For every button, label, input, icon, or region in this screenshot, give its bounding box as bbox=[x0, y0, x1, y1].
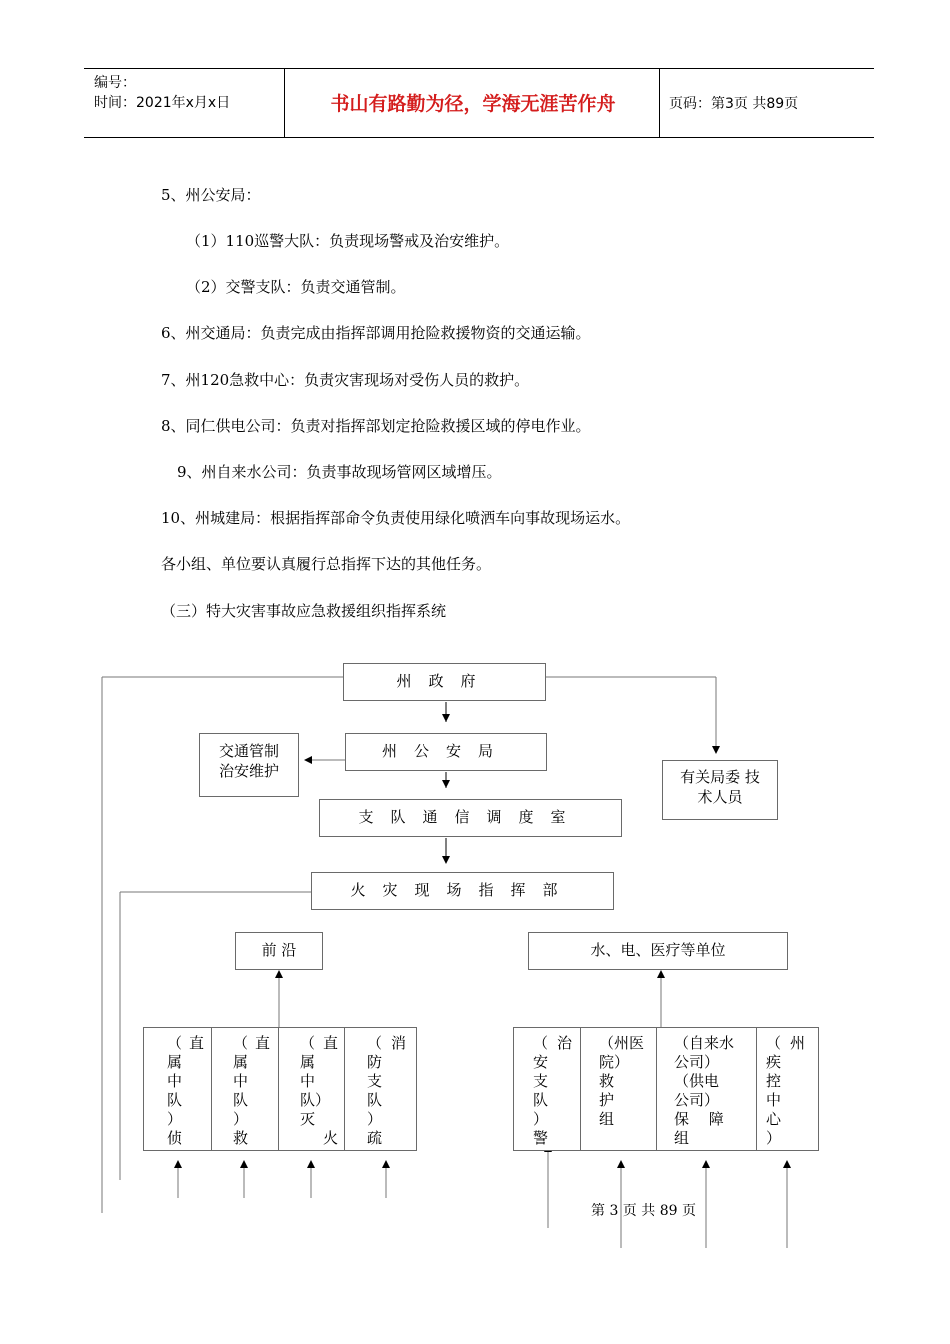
body-line: （2）交警支队：负责交通管制。 bbox=[186, 278, 406, 296]
number-label: 编号： bbox=[94, 75, 136, 91]
section-heading: （三）特大灾害事故应急救援组织指挥系统 bbox=[161, 602, 447, 620]
body-line: 5、州公安局： bbox=[161, 186, 261, 204]
utility-unit-4: （ 疾 控 中 心 ） bbox=[766, 1034, 782, 1147]
utility-unit-3: （自来水 公司） （供电 公司） 保 障 组 bbox=[674, 1034, 735, 1147]
utility-unit-2: （州医 院） 救 护 组 bbox=[599, 1034, 645, 1128]
bureau-box: 有关局委 技 术人员 bbox=[662, 760, 778, 820]
front-unit-3-col2: 直 bbox=[323, 1034, 339, 1052]
body-line: 8、同仁供电公司：负责对指挥部划定抢险救援区域的停电作业。 bbox=[161, 417, 591, 435]
front-unit-3: （ 属 中 队） 灭 bbox=[300, 1034, 331, 1128]
front-unit-1-col2: 直 bbox=[189, 1034, 205, 1052]
front-unit-4-col2: 消 bbox=[391, 1034, 407, 1052]
front-unit-2: （ 属 中 队 ） 救 bbox=[233, 1034, 249, 1147]
page-label: 页码：第3页 共89页 bbox=[669, 96, 799, 112]
utility-unit-1: （ 安 支 队 ） 警 bbox=[533, 1034, 549, 1147]
motto: 书山有路勤为径，学海无涯苦作舟 bbox=[330, 93, 616, 115]
body-line: 6、州交通局：负责完成由指挥部调用抢险救援物资的交通运输。 bbox=[161, 324, 591, 342]
utilities-box: 水、电、医疗等单位 bbox=[528, 932, 788, 970]
body-line: 7、州120急救中心：负责灾害现场对受伤人员的救护。 bbox=[161, 371, 530, 389]
front-unit-3-col2b: 火 bbox=[323, 1129, 339, 1147]
body-line: 各小组、单位要认真履行总指挥下达的其他任务。 bbox=[161, 555, 492, 573]
body-line: （1）110巡警大队：负责现场警戒及治安维护。 bbox=[186, 232, 510, 250]
body-line: 10、州城建局：根据指挥部命令负责使用绿化喷洒车向事故现场运水。 bbox=[161, 509, 631, 527]
front-unit-4: （ 防 支 队 ） 疏 bbox=[367, 1034, 383, 1147]
utility-unit-4-col2: 州 bbox=[790, 1034, 806, 1052]
front-unit-2-col2: 直 bbox=[255, 1034, 271, 1052]
dispatch-box: 支队通信调度室 bbox=[319, 799, 622, 837]
time-label: 时间：2021年x月x日 bbox=[94, 95, 231, 111]
police-box: 州公安局 bbox=[345, 733, 547, 771]
front-unit-1: （ 属 中 队 ） 侦 bbox=[167, 1034, 183, 1147]
command-box: 火灾现场指挥部 bbox=[311, 872, 614, 910]
page-footer: 第 3 页 共 89 页 bbox=[591, 1203, 696, 1219]
utility-unit-1-col2: 治 bbox=[557, 1034, 573, 1052]
traffic-box: 交通管制 治安维护 bbox=[199, 733, 299, 797]
gov-box: 州政府 bbox=[343, 663, 546, 701]
body-line: 9、州自来水公司：负责事故现场管网区域增压。 bbox=[177, 463, 502, 481]
front-box: 前 沿 bbox=[235, 932, 323, 970]
